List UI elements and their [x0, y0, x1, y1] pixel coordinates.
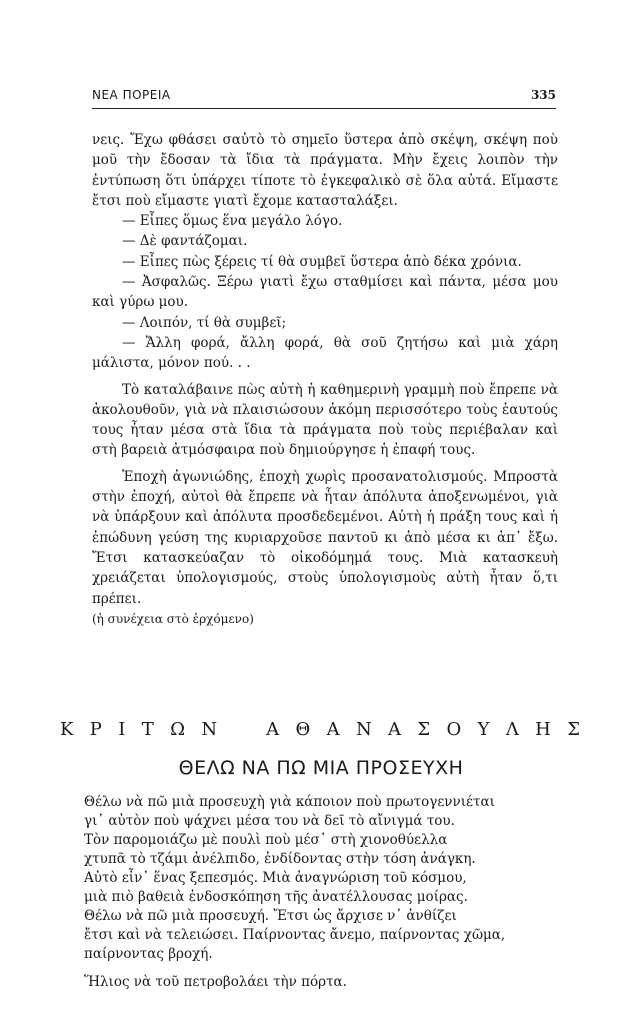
prose-section — [92, 130, 558, 629]
author-letter: Α — [326, 719, 340, 740]
dialogue-line: — Δὲ φαντάζομαι. — [122, 233, 248, 250]
author-letter: Α — [388, 719, 402, 740]
paragraph: Τὸ καταλάβαινε πὼς αὐτὴ ἡ καθημερινὴ γραμμὴ ποὺ ἔπρεπε νὰ ἀκολουθοῦν, γιὰ νὰ πλαισιώσουν ἀκόμη περισσότερο τοὺς ἑαυτούς τους ἦταν μέσα στὰ ἴδια τὰ πράγματα ποὺ τοὺς περιέβαλαν καὶ στὴ βαρειὰ ἀτμόσφαιρα ποὺ δημιούργησε ἡ ἐπαφή τους. — [92, 381, 558, 459]
author-letter: Ω — [170, 719, 186, 740]
author-letter: Θ — [295, 719, 311, 740]
author-letter: Σ — [567, 719, 580, 740]
paragraph: Ἐποχὴ ἀγωνιώδης, ἐποχὴ χωρὶς προσανατολισμούς. Μπροστὰ στὴν ἐποχή, αὐτοὶ θὰ ἔπρεπε νὰ ἦταν ἀπόλυτα ἀποξενωμένοι, γιὰ νὰ ὑπάρξουν καὶ ἀπόλυτα προσδεδεμένοι. Αὐτὴ ἡ πράξη τους καὶ ἡ ἐπώδυνη γεύση της κυριαρχοῦσε παντοῦ κι ἀπὸ μέσα κι ἀπ᾽ ἔξω. Ἔτσι κατασκεύαζαν τὸ οἰκοδόμημά τους. Μιὰ κατασκευὴ χρειάζεται ὑπολογισμούς, στοὺς ὑπολογισμοὺς αὐτὴ ἦταν ὅ,τι πρέπει. — [92, 468, 558, 607]
author-letter: Λ — [505, 719, 519, 740]
poem-line: παίρνοντας βροχή. — [84, 946, 213, 962]
author-letter: Η — [535, 719, 551, 740]
dialogue-line: — Λοιπόν, τί θὰ συμβεῖ; — [122, 314, 287, 331]
continued-note: (ἡ συνέχεια στὸ ἐρχόμενο) — [92, 611, 254, 626]
author-letter: Ι — [118, 719, 126, 740]
author-letter: Κ — [60, 719, 74, 740]
author-letter: Ν — [355, 719, 372, 740]
poem-body — [84, 793, 564, 992]
author-letter: Ν — [201, 719, 218, 740]
author-letter: Υ — [477, 719, 490, 740]
author-letter: Α — [266, 719, 280, 740]
author-letter: Σ — [417, 719, 431, 740]
author-name — [60, 719, 580, 740]
poem-line: μιὰ πιὸ βαθειὰ ἐνδοσκόπηση τῆς ἀνατέλλουσας μοίρας. — [84, 889, 468, 905]
author-letter: Τ — [141, 719, 154, 740]
dialogue-line: — Εἶπες ὅμως ἕνα μεγάλο λόγο. — [122, 213, 343, 230]
journal-title: ΝΕΑ ΠΟΡΕΙΑ — [92, 88, 171, 102]
poem-line: γι᾽ αὐτὸν ποὺ ψάχνει μέσα του νὰ δεῖ τὸ αἴνιγμά του. — [84, 813, 455, 829]
poem-title: ΘΕΛΩ ΝΑ ΠΩ ΜΙΑ ΠΡΟΣΕΥΧΗ — [178, 757, 464, 779]
page-number: 335 — [530, 88, 556, 102]
dialogue-line: — Ἄλλη φορά, ἄλλη φορά, θὰ σοῦ ζητήσω καὶ μιὰ χάρη μάλιστα, μόνον πού. . . — [92, 334, 558, 372]
poem-line: Αὐτὸ εἶν᾽ ἕνας ξεπεσμός. Μιὰ ἀναγνώριση τοῦ κόσμου, — [84, 870, 467, 886]
dialogue-line: — Εἶπες πὼς ξέρεις τί θὰ συμβεῖ ὕστερα ἀπὸ δέκα χρόνια. — [122, 253, 522, 270]
author-letter: Ο — [446, 719, 462, 740]
poem-line: Θέλω νὰ πῶ μιὰ προσευχὴ γιὰ κάποιον ποὺ πρωτογεννιέται — [84, 794, 495, 810]
paragraph-continuation: νεις. Ἔχω φθάσει σαὐτὸ τὸ σημεῖο ὕστερα ἀπὸ σκέψη, σκέψη ποὺ μοῦ τὴν ἔδοσαν τὰ ἴδια τὰ πράγματα. Μὴν ἔχεις λοιπὸν τὴν ἐντύπωση ὅτι ὑπάρχει τίποτε τὸ ἐγκεφαλικὸ σὲ ὅλα αὐτά. Εἴμαστε ἔτσι ποὺ εἴμαστε γιατὶ ἔχομε κατασταλάξει. — [92, 132, 558, 209]
poem-line: Θέλω νὰ πῶ μιὰ προσευχή. Ἔτσι ὡς ἄρχισε ν᾽ ἀνθίζει — [84, 908, 457, 924]
running-header — [92, 88, 556, 110]
header-rule — [92, 108, 556, 109]
poem-line: Τὸν παρομοιάζω μὲ πουλὶ ποὺ μέσ᾽ στὴ χιονοθύελλα — [84, 832, 448, 848]
author-letter: Ρ — [89, 719, 102, 740]
poem-last-line: Ἥλιος νὰ τοῦ πετροβολάει τὴν πόρτα. — [84, 974, 347, 990]
poem-line: ἔτσι καὶ νὰ τελειώσει. Παίρνοντας ἄνεμο, παίρνοντας χῶμα, — [84, 927, 506, 943]
dialogue-line: — Ἀσφαλῶς. Ξέρω γιατὶ ἔχω σταθμίσει καὶ πάντα, μέσα μου καὶ γύρω μου. — [92, 274, 558, 311]
poem-line: χτυπᾶ τὸ τζάμι ἀνέλπιδο, ἐνδίδοντας στὴν τόση ἀνάγκη. — [84, 851, 476, 867]
